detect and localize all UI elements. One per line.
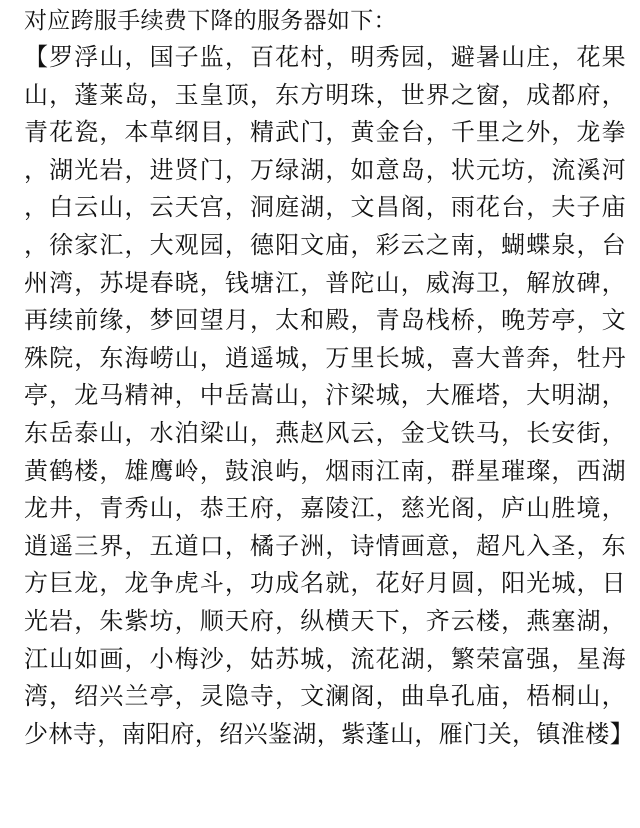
intro-text: 对应跨服手续费下降的服务器如下： bbox=[24, 8, 397, 34]
server-list-text: 【罗浮山，国子监，百花村，明秀园，避暑山庄，花果山，蓬莱岛，玉皇顶，东方明珠，世界之窗，成都府，青花瓷，本草纲目，精武门，黄金台，千里之外，龙拳，湖光岩，进贤门，万绿湖，如意岛，状元坊，流溪河，白云山，云天宫，洞庭湖，文昌阁，雨花台，夫子庙，徐家汇，大观园，德阳文庙，彩云之南，蝴蝶泉，台州湾，苏堤春晓，钱塘江，普陀山，威海卫，解放碑，再续前缘，梦回望月，太和殿，青岛栈桥，晚芳亭，文殊院，东海崂山，逍遥城，万里长城，喜大普奔，牡丹亭，龙马精神，中岳嵩山，汴梁城，大雁塔，大明湖，东岳泰山，水泊梁山，燕赵风云，金戈铁马，长安街，黄鹤楼，雄鹰岭，鼓浪屿，烟雨江南，群星璀璨，西湖龙井，青秀山，恭王府，嘉陵江，慈光阁，庐山胜境，逍遥三界，五道口，橘子洲，诗情画意，超凡入圣，东方巨龙，龙争虎斗，功成名就，花好月圆，阳光城，日光岩，朱紫坊，顺天府，纵横天下，齐云楼，燕塞湖，江山如画，小梅沙，姑苏城，流花湖，繁荣富强，星海湾，绍兴兰亭，灵隐寺，文澜阁，曲阜孔庙，梧桐山，少林寺，南阳府，绍兴鉴湖，紫蓬山，雁门关，镇淮楼】 bbox=[24, 43, 634, 748]
